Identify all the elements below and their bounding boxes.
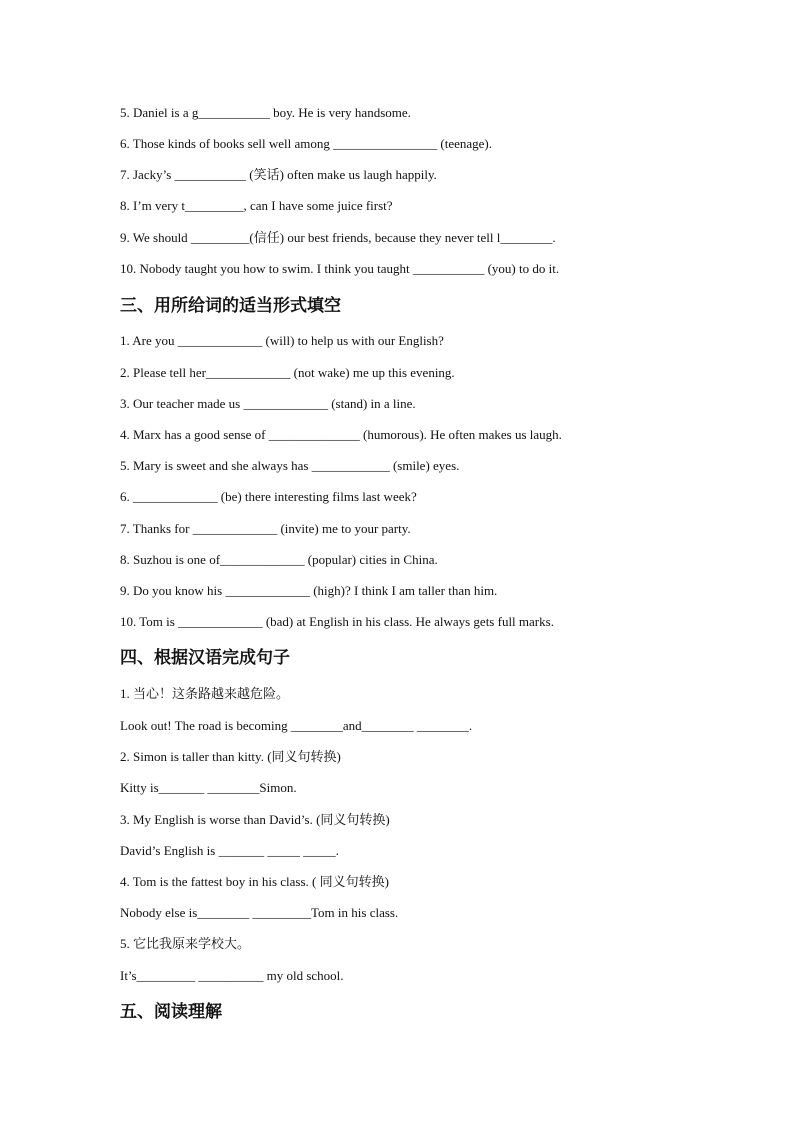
- question-line: David’s English is _______ _____ _____.: [120, 843, 339, 858]
- question-line: 4. Marx has a good sense of ______________ (humorous). He often makes us laugh.: [120, 427, 562, 442]
- question-line: 6. Those kinds of books sell well among ________________ (teenage).: [120, 136, 493, 151]
- question-line: 9. Do you know his _____________ (high)? I think I am taller than him.: [120, 583, 498, 598]
- question-line: 6. _____________ (be) there interesting films last week?: [120, 489, 417, 504]
- question-line: 1. 当心！这条路越来越危险。: [120, 686, 290, 701]
- question-line: 10. Tom is _____________ (bad) at English in his class. He always gets full marks.: [120, 614, 554, 629]
- question-line: It’s_________ __________ my old school.: [120, 968, 344, 983]
- question-line: 7. Jacky’s ___________ (笑话) often make us laugh happily.: [120, 167, 437, 182]
- question-line: 2. Simon is taller than kitty. (同义句转换): [120, 749, 341, 764]
- question-line: 7. Thanks for _____________ (invite) me to your party.: [120, 521, 411, 536]
- question-line: 5. Mary is sweet and she always has ____________ (smile) eyes.: [120, 458, 460, 473]
- question-line: 10. Nobody taught you how to swim. I think you taught ___________ (you) to do it.: [120, 261, 560, 276]
- question-line: 9. We should _________(信任) our best friends, because they never tell l________.: [120, 230, 556, 245]
- question-line: 5. 它比我原来学校大。: [120, 936, 251, 951]
- question-line: 5. Daniel is a g___________ boy. He is very handsome.: [120, 105, 411, 120]
- question-line: Look out! The road is becoming ________and________ ________.: [120, 718, 473, 733]
- question-line: 4. Tom is the fattest boy in his class. ( 同义句转换): [120, 874, 389, 889]
- question-line: 1. Are you _____________ (will) to help us with our English?: [120, 333, 444, 348]
- question-line: 8. Suzhou is one of_____________ (popular) cities in China.: [120, 552, 438, 567]
- question-line: 3. My English is worse than David’s. (同义句转换): [120, 812, 390, 827]
- question-line: Kitty is_______ ________Simon.: [120, 780, 297, 795]
- question-line: 2. Please tell her_____________ (not wake) me up this evening.: [120, 365, 455, 380]
- section-heading-3: 三、用所给词的适当形式填空: [120, 296, 341, 316]
- question-line: 8. I’m very t_________, can I have some juice first?: [120, 198, 393, 213]
- section-heading-5: 五、阅读理解: [120, 1002, 222, 1022]
- section-heading-4: 四、根据汉语完成句子: [120, 648, 290, 668]
- question-line: 3. Our teacher made us _____________ (stand) in a line.: [120, 396, 416, 411]
- question-line: Nobody else is________ _________Tom in his class.: [120, 905, 399, 920]
